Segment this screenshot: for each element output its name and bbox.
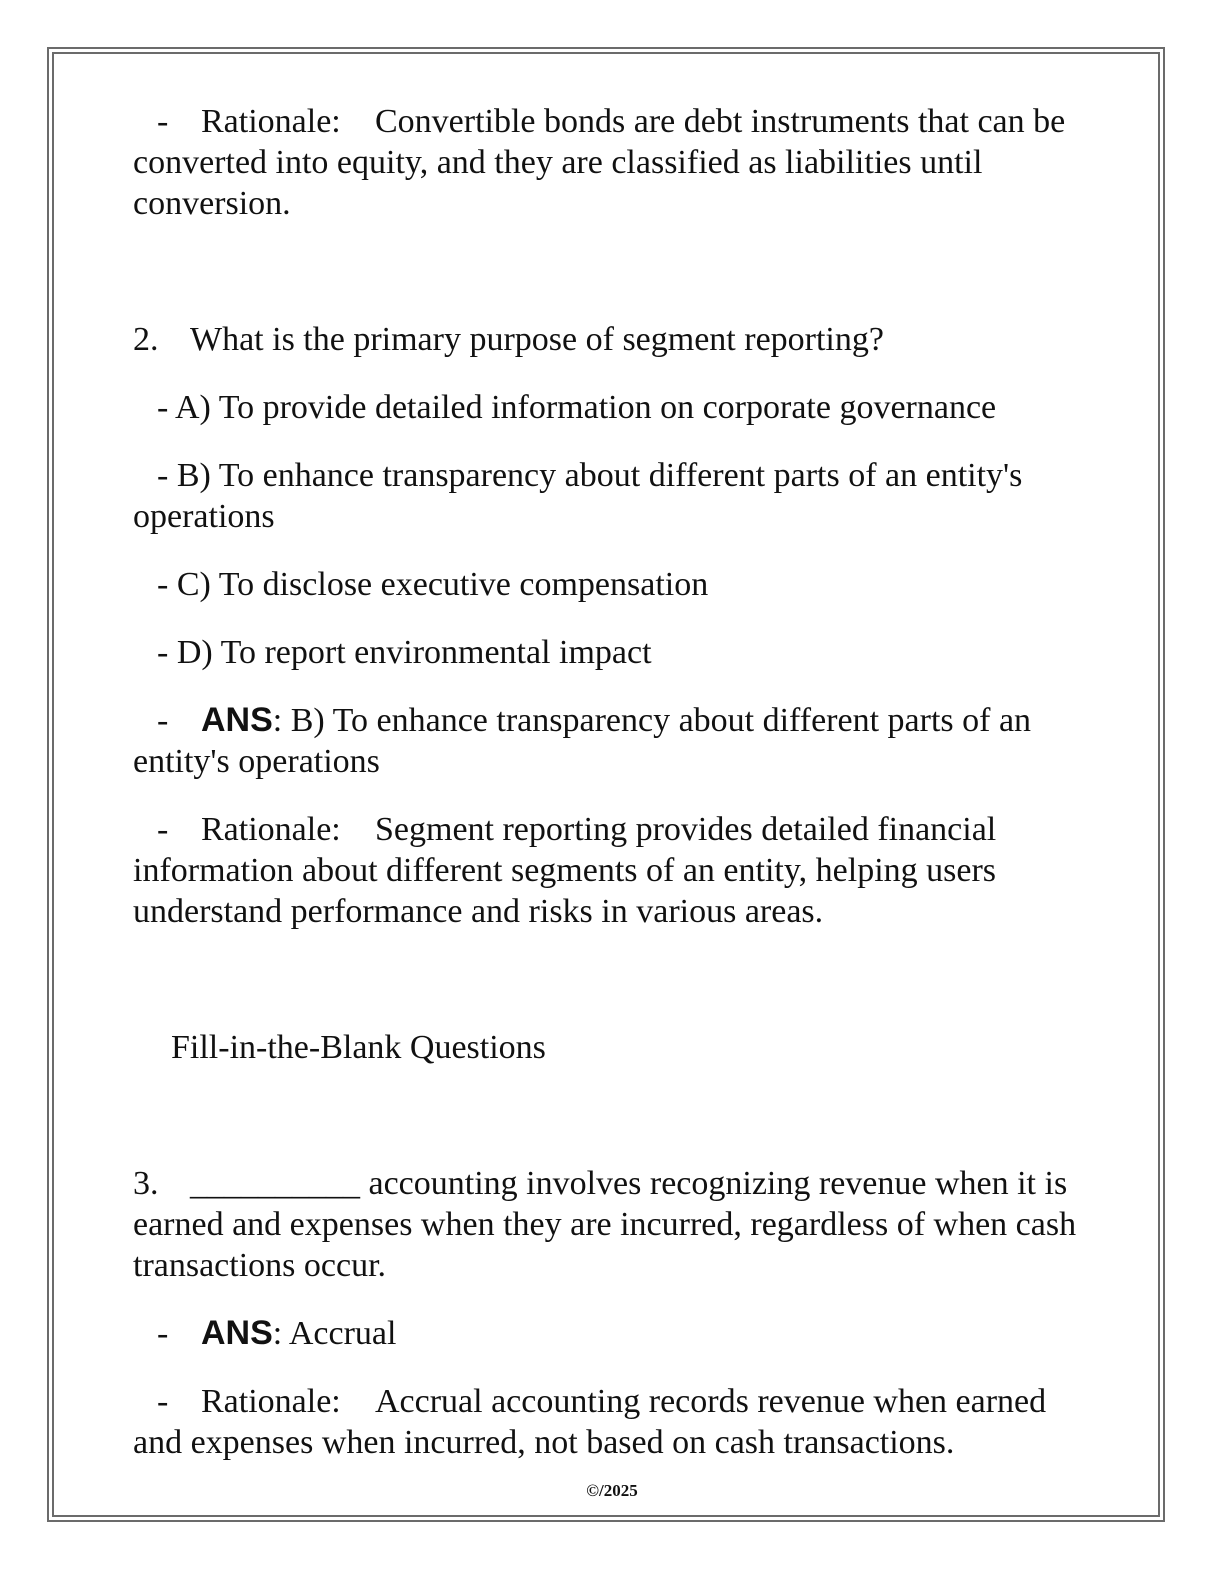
option-c xyxy=(133,564,1093,605)
bullet-dash: - xyxy=(157,702,169,739)
rationale-q2 xyxy=(133,809,1093,932)
option-text: - C) To disclose executive compensation xyxy=(157,566,709,603)
rationale-q1 xyxy=(133,101,1093,224)
question-text: What is the primary purpose of segment reporting? xyxy=(190,321,884,358)
bullet-dash: - xyxy=(157,1383,169,1420)
option-b xyxy=(133,455,1093,537)
rationale-text: Accrual accounting records revenue when earned and expenses when incurred, not based on cash transactions. xyxy=(133,1383,1047,1461)
option-text: - A) To provide detailed information on corporate governance xyxy=(157,389,997,426)
question-2 xyxy=(133,319,1093,360)
rationale-label: Rationale: xyxy=(201,811,341,848)
option-text: - D) To report environmental impact xyxy=(157,634,652,671)
bullet-dash: - xyxy=(157,811,169,848)
page-footer: ©/2025 xyxy=(586,1481,638,1500)
answer-text: : B) To enhance transparency about different parts of an entity's operations xyxy=(133,702,1032,780)
answer-q3 xyxy=(133,1313,1093,1354)
bullet-dash: - xyxy=(157,1315,169,1352)
section-heading: Fill-in-the-Blank Questions xyxy=(171,1029,546,1066)
rationale-text: Convertible bonds are debt instruments that can be converted into equity, and they are classified as liabilities until conversion. xyxy=(133,103,1066,222)
answer-label: ANS xyxy=(201,701,273,739)
option-a xyxy=(133,387,1093,428)
document-body xyxy=(133,96,1093,1463)
answer-text: : Accrual xyxy=(272,1315,397,1352)
answer-q2 xyxy=(133,700,1093,782)
bullet-dash: - xyxy=(157,103,169,140)
option-text: - B) To enhance transparency about different parts of an entity's operations xyxy=(133,457,1023,535)
rationale-q3 xyxy=(133,1381,1093,1463)
question-3 xyxy=(133,1163,1093,1286)
rationale-text: Segment reporting provides detailed financial information about different segments of an entity, helping users understand performance and risks in various areas. xyxy=(133,811,997,930)
rationale-label: Rationale: xyxy=(201,1383,341,1420)
question-text: __________ accounting involves recognizing revenue when it is earned and expenses when they are incurred, regardless of when cash transactions occur. xyxy=(133,1165,1077,1284)
answer-label: ANS xyxy=(201,1314,273,1352)
question-number: 3. xyxy=(133,1165,159,1202)
rationale-label: Rationale: xyxy=(201,103,341,140)
option-d xyxy=(133,632,1093,673)
question-number: 2. xyxy=(133,321,159,358)
